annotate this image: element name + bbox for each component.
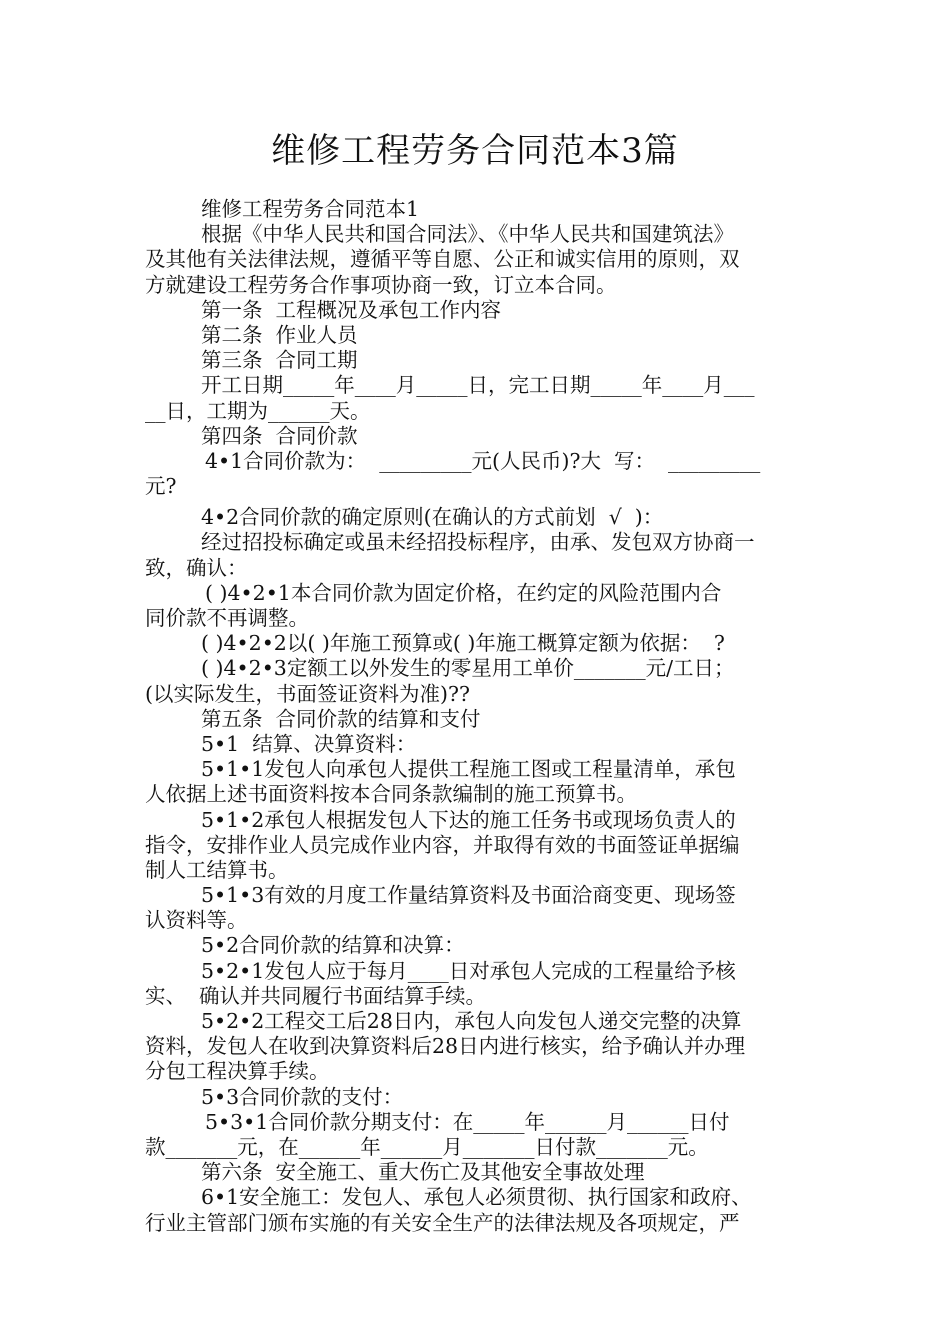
paragraph-line: 指令，安排作业人员完成作业内容，并取得有效的书面签证单据编	[145, 832, 740, 857]
paragraph-line: 5•3•1合同价款分期支付：在_____年______月______日付	[205, 1109, 730, 1134]
paragraph-line: 4•1合同价款为： _________元(人民币)?大 写： _________	[205, 448, 761, 473]
paragraph-line: 5•3合同价款的支付：	[201, 1084, 404, 1109]
paragraph-line: 根据《中华人民共和国合同法》、《中华人民共和国建筑法》	[201, 222, 734, 247]
paragraph-line: 5•2•1发包人应于每月____日对承包人完成的工程量给予核	[201, 958, 736, 983]
article-heading: 第一条 工程概况及承包工作内容	[201, 297, 502, 322]
paragraph-line: ( )4•2•1本合同价款为固定价格，在约定的风险范围内合	[205, 580, 722, 605]
paragraph-line: 分包工程决算手续。	[145, 1059, 330, 1084]
paragraph-line: 致，确认：	[145, 555, 248, 580]
paragraph-line: 及其他有关法律法规，遵循平等自愿、公正和诚实信用的原则，双	[145, 247, 740, 272]
paragraph-line: 实、 确认并共同履行书面结算手续。	[145, 983, 487, 1008]
article-heading: 第六条 安全施工、重大伤亡及其他安全事故处理	[201, 1160, 645, 1185]
paragraph-line: 5•2•2工程交工后28日内，承包人向发包人递交完整的决算	[201, 1009, 742, 1033]
paragraph-line: 经过招投标确定或虽未经招投标程序，由承、发包双方协商一	[201, 530, 755, 555]
document-body	[145, 197, 810, 1236]
paragraph-line: __日，工期为______天。	[145, 398, 371, 423]
paragraph-line: 人依据上述书面资料按本合同条款编制的施工预算书。	[145, 782, 637, 807]
article-heading: 第二条 作业人员	[201, 322, 358, 347]
paragraph-line: (以实际发生，书面签证资料为准)??	[145, 681, 470, 706]
article-heading: 第四条 合同价款	[201, 423, 358, 448]
paragraph-line: 制人工结算书。	[145, 857, 289, 882]
paragraph-line: 4•2合同价款的确定原则(在确认的方式前划 √ )：	[201, 505, 664, 530]
paragraph-line: 5•1•1发包人向承包人提供工程施工图或工程量清单，承包	[201, 757, 736, 782]
paragraph-line: 5•1•3有效的月度工作量结算资料及书面洽商变更、现场签	[201, 883, 736, 908]
article-heading: 第五条 合同价款的结算和支付	[201, 706, 481, 731]
paragraph-line: 6•1安全施工：发包人、承包人必须贯彻、执行国家和政府、	[201, 1185, 752, 1210]
paragraph-line: 认资料等。	[145, 908, 248, 933]
paragraph-line: 行业主管部门颁布实施的有关安全生产的法律法规及各项规定，严	[145, 1210, 740, 1235]
paragraph-line: 5•2合同价款的结算和决算：	[201, 933, 465, 958]
paragraph-line: ( )4•2•3定额工以外发生的零星用工单价_______元/工日；	[201, 656, 735, 681]
paragraph-line: 5•1•2承包人根据发包人下达的施工任务书或现场负责人的	[201, 807, 736, 832]
paragraph-line: 开工日期_____年____月_____日，完工日期_____年____月___	[201, 373, 755, 398]
article-heading: 第三条 合同工期	[201, 348, 358, 373]
document-title: 维修工程劳务合同范本3篇	[271, 131, 679, 171]
paragraph-line: ( )4•2•2以( )年施工预算或( )年施工概算定额为依据： ?	[201, 631, 725, 656]
paragraph-line: 5•1 结算、决算资料：	[201, 731, 417, 756]
paragraph-line: 同价款不再调整。	[145, 606, 309, 630]
paragraph-line: 资料，发包人在收到决算资料后28日内进行核实，给予确认并办理	[145, 1034, 746, 1059]
section-heading: 维修工程劳务合同范本1	[201, 197, 420, 221]
paragraph-line: 方就建设工程劳务合作事项协商一致，订立本合同。	[145, 272, 617, 297]
paragraph-line: 款_______元，在______年______月_______日付款_______元。	[145, 1134, 709, 1159]
paragraph-line: 元?	[145, 474, 177, 499]
